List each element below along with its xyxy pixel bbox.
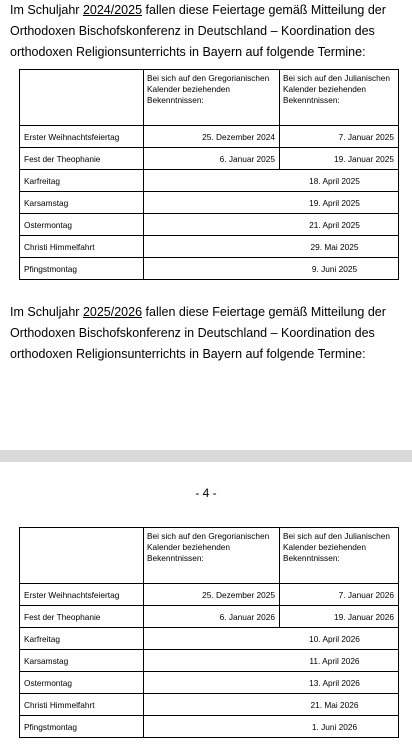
julian-date: 7. Januar 2026: [280, 584, 399, 606]
header-julian: Bei sich auf den Julianischen Kalender beziehenden Bekenntnissen:: [280, 70, 399, 126]
holiday-name: Fest der Theophanie: [20, 148, 144, 170]
holiday-table-2025-2026: [19, 527, 399, 738]
intro-text-end: fallen diese Feiertage gemäß Mitteilung der Orthodoxen Bischofskonferenz in Deutschland – Koordination des orthodoxen Religionsunterrichts in Bayern auf folgende Termine:: [10, 305, 386, 361]
table-row: [20, 192, 399, 214]
intro-text-start: Im Schuljahr: [10, 3, 83, 17]
joint-date: 10. April 2026: [144, 628, 399, 650]
holiday-name: Karsamstag: [20, 650, 144, 672]
table-row: [20, 606, 399, 628]
table-row: [20, 584, 399, 606]
holiday-name: Christi Himmelfahrt: [20, 694, 144, 716]
julian-date: 19. Januar 2026: [280, 606, 399, 628]
joint-date: 21. April 2025: [144, 214, 399, 236]
table-row: [20, 628, 399, 650]
holiday-name: Karsamstag: [20, 192, 144, 214]
page-break-gap: [0, 450, 412, 462]
table-row: [20, 716, 399, 738]
gregorian-date: 6. Januar 2025: [144, 148, 280, 170]
header-empty-cell: [20, 70, 144, 126]
joint-date: 19. April 2025: [144, 192, 399, 214]
joint-date: 18. April 2025: [144, 170, 399, 192]
holiday-name: Pfingstmontag: [20, 258, 144, 280]
table-header-row: [20, 528, 399, 584]
table-row: [20, 694, 399, 716]
school-year-2024-2025: 2024/2025: [82, 3, 143, 17]
intro-paragraph-2024: [10, 0, 402, 63]
holiday-table-2024-2025: [19, 69, 399, 280]
table-row: [20, 214, 399, 236]
joint-date: 11. April 2026: [144, 650, 399, 672]
intro-paragraph-2025: [10, 302, 402, 365]
julian-date: 7. Januar 2025: [280, 126, 399, 148]
gregorian-date: 25. Dezember 2024: [144, 126, 280, 148]
joint-date: 21. Mai 2026: [144, 694, 399, 716]
holiday-name: Erster Weihnachtsfeiertag: [20, 584, 144, 606]
holiday-name: Ostermontag: [20, 214, 144, 236]
document-page-lower: [0, 462, 412, 754]
holiday-name: Karfreitag: [20, 628, 144, 650]
header-julian: Bei sich auf den Julianischen Kalender beziehenden Bekenntnissen:: [280, 528, 399, 584]
header-gregorian: Bei sich auf den Gregorianischen Kalender beziehenden Bekenntnissen:: [144, 70, 280, 126]
header-empty-cell: [20, 528, 144, 584]
joint-date: 13. April 2026: [144, 672, 399, 694]
intro-text-end: fallen diese Feiertage gemäß Mitteilung der Orthodoxen Bischofskonferenz in Deutschland – Koordination des orthodoxen Religionsunterrichts in Bayern auf folgende Termine:: [10, 3, 386, 59]
table-header-row: [20, 70, 399, 126]
holiday-name: Christi Himmelfahrt: [20, 236, 144, 258]
intro-text-start: Im Schuljahr: [10, 305, 83, 319]
joint-date: 29. Mai 2025: [144, 236, 399, 258]
table-row: [20, 148, 399, 170]
header-gregorian: Bei sich auf den Gregorianischen Kalender beziehenden Bekenntnissen:: [144, 528, 280, 584]
holiday-name: Fest der Theophanie: [20, 606, 144, 628]
table-row: [20, 258, 399, 280]
table-row: [20, 126, 399, 148]
holiday-name: Erster Weihnachtsfeiertag: [20, 126, 144, 148]
table-row: [20, 650, 399, 672]
holiday-name: Pfingstmontag: [20, 716, 144, 738]
gregorian-date: 6. Januar 2026: [144, 606, 280, 628]
page-number: - 4 -: [195, 486, 217, 500]
school-year-2025-2026: 2025/2026: [82, 305, 143, 319]
holiday-name: Ostermontag: [20, 672, 144, 694]
table-row: [20, 672, 399, 694]
holiday-name: Karfreitag: [20, 170, 144, 192]
julian-date: 19. Januar 2025: [280, 148, 399, 170]
joint-date: 1. Juni 2026: [144, 716, 399, 738]
table-row: [20, 236, 399, 258]
gregorian-date: 25. Dezember 2025: [144, 584, 280, 606]
table-row: [20, 170, 399, 192]
joint-date: 9. Juni 2025: [144, 258, 399, 280]
